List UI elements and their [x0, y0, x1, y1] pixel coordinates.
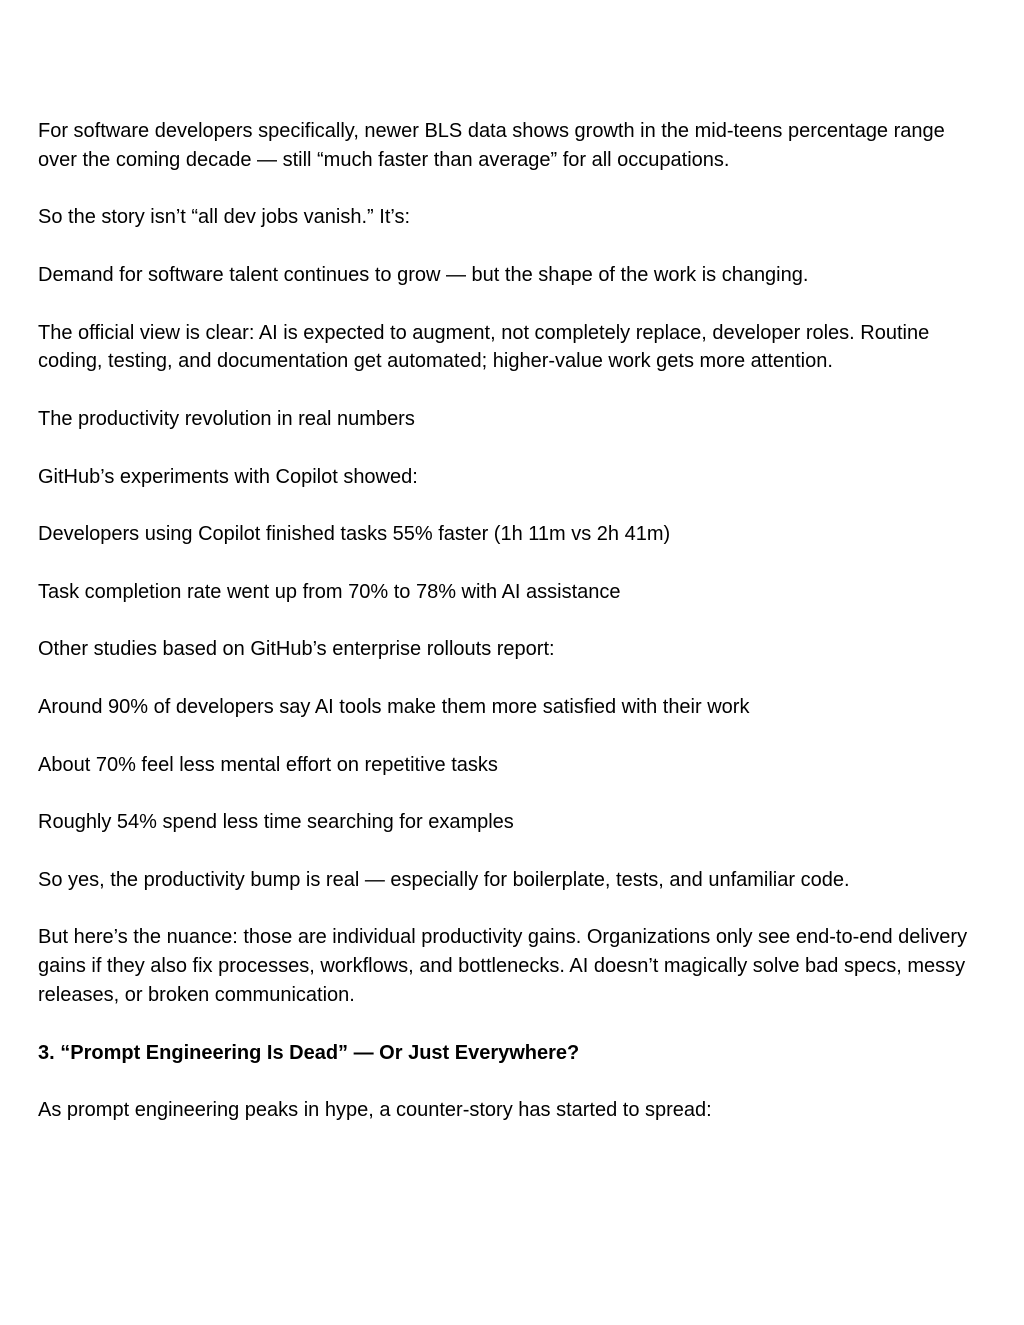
paragraph: But here’s the nuance: those are individual productivity gains. Organizations only see end-to-end delivery gains if they also fix processes, workflows, and bottlenecks. AI doesn’t magically solve bad specs, messy releases, or broken communication. — [38, 926, 968, 1006]
list-item: Developers using Copilot finished tasks 55% faster (1h 11m vs 2h 41m) — [38, 523, 671, 546]
paragraph: So the story isn’t “all dev jobs vanish.” It’s: — [38, 206, 411, 229]
paragraph: As prompt engineering peaks in hype, a counter-story has started to spread: — [38, 1099, 712, 1122]
list-item: Task completion rate went up from 70% to 78% with AI assistance — [38, 580, 621, 603]
paragraph: Other studies based on GitHub’s enterprise rollouts report: — [38, 638, 555, 661]
paragraph: Demand for software talent continues to grow — but the shape of the work is changing. — [38, 263, 809, 286]
paragraph: So yes, the productivity bump is real — especially for boilerplate, tests, and unfamiliar code. — [38, 868, 850, 891]
subheading: The productivity revolution in real numbers — [38, 407, 415, 430]
paragraph: For software developers specifically, newer BLS data shows growth in the mid-teens percentage range over the coming decade — still “much faster than average” for all occupations. — [38, 120, 945, 171]
paragraph: GitHub’s experiments with Copilot showed: — [38, 465, 418, 488]
document-body — [38, 117, 973, 1154]
section-heading: 3. “Prompt Engineering Is Dead” — Or Just Everywhere? — [38, 1041, 580, 1064]
list-item: Around 90% of developers say AI tools make them more satisfied with their work — [38, 695, 750, 718]
paragraph: The official view is clear: AI is expected to augment, not completely replace, developer roles. Routine coding, testing, and documentation get automated; higher-value work gets more attention. — [38, 321, 930, 373]
list-item: About 70% feel less mental effort on repetitive tasks — [38, 753, 498, 776]
list-item: Roughly 54% spend less time searching for examples — [38, 811, 514, 834]
